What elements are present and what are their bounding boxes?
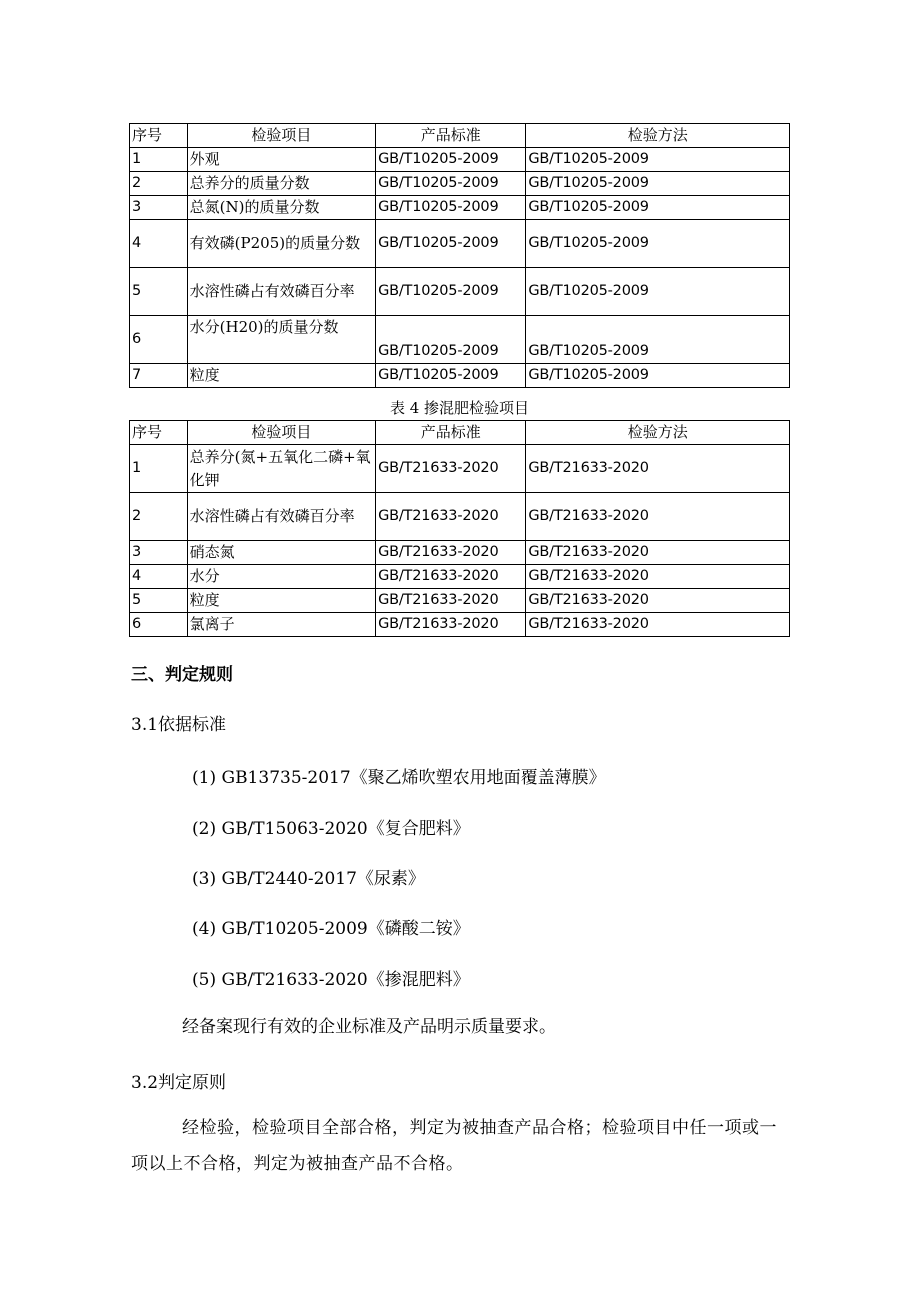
row-number: 4 [130, 220, 188, 268]
row-item: 外观 [187, 148, 375, 172]
table-row [130, 613, 790, 637]
reference-standard: (5) GB/T21633-2020《掺混肥料》 [192, 970, 470, 990]
header-cell: 检验项目 [187, 421, 375, 445]
reference-standard: (1) GB13735-2017《聚乙烯吹塑农用地面覆盖薄膜》 [192, 768, 606, 788]
header-cell: 序号 [130, 421, 188, 445]
section-heading: 三、判定规则 [131, 665, 233, 685]
table-row [130, 148, 790, 172]
header-cell: 检验方法 [526, 421, 790, 445]
table-header-row [130, 421, 790, 445]
row-method: GB/T10205-2009 [526, 268, 790, 316]
row-number: 4 [130, 565, 188, 589]
reference-standard: (3) GB/T2440-2017《尿素》 [192, 869, 425, 889]
row-method: GB/T10205-2009 [526, 316, 790, 364]
row-standard: GB/T10205-2009 [376, 148, 526, 172]
row-standard: GB/T21633-2020 [376, 541, 526, 565]
table-row [130, 565, 790, 589]
table-row [130, 364, 790, 388]
table-row [130, 316, 790, 364]
inspection-table-2 [129, 420, 790, 637]
row-standard: GB/T21633-2020 [376, 493, 526, 541]
table-header-row [130, 124, 790, 148]
row-method: GB/T10205-2009 [526, 220, 790, 268]
table-row [130, 220, 790, 268]
header-cell: 产品标准 [376, 124, 526, 148]
row-method: GB/T10205-2009 [526, 172, 790, 196]
subsection-heading-principle: 3.2判定原则 [131, 1073, 227, 1093]
row-item: 水溶性磷占有效磷百分率 [187, 493, 375, 541]
row-item: 粒度 [187, 589, 375, 613]
row-number: 2 [130, 493, 188, 541]
row-method: GB/T21633-2020 [526, 589, 790, 613]
row-method: GB/T21633-2020 [526, 613, 790, 637]
row-standard: GB/T10205-2009 [376, 268, 526, 316]
row-method: GB/T21633-2020 [526, 445, 790, 493]
row-number: 6 [130, 613, 188, 637]
row-item: 硝态氮 [187, 541, 375, 565]
row-method: GB/T21633-2020 [526, 541, 790, 565]
row-method: GB/T21633-2020 [526, 565, 790, 589]
row-item: 氯离子 [187, 613, 375, 637]
table-row [130, 196, 790, 220]
table-caption: 表 4 掺混肥检验项目 [389, 399, 530, 417]
row-standard: GB/T21633-2020 [376, 445, 526, 493]
table-row [130, 541, 790, 565]
row-number: 2 [130, 172, 188, 196]
row-item: 总养分(氮+五氧化二磷+氧化钾 [187, 445, 375, 493]
row-standard: GB/T10205-2009 [376, 196, 526, 220]
row-standard: GB/T10205-2009 [376, 364, 526, 388]
principle-paragraph: 经检验，检验项目全部合格，判定为被抽查产品合格；检验项目中任一项或一项以上不合格，判定为被抽查产品不合格。 [131, 1118, 777, 1174]
row-method: GB/T10205-2009 [526, 196, 790, 220]
row-number: 1 [130, 148, 188, 172]
reference-standard: (4) GB/T10205-2009《磷酸二铵》 [192, 919, 470, 939]
reference-standard: (2) GB/T15063-2020《复合肥料》 [192, 819, 470, 839]
row-number: 5 [130, 589, 188, 613]
row-standard: GB/T10205-2009 [376, 172, 526, 196]
row-method: GB/T21633-2020 [526, 493, 790, 541]
table-row [130, 268, 790, 316]
header-cell: 检验方法 [526, 124, 790, 148]
row-standard: GB/T21633-2020 [376, 565, 526, 589]
header-cell: 产品标准 [376, 421, 526, 445]
row-item: 水分 [187, 565, 375, 589]
row-method: GB/T10205-2009 [526, 148, 790, 172]
note-paragraph: 经备案现行有效的企业标准及产品明示质量要求。 [182, 1017, 556, 1037]
row-standard: GB/T10205-2009 [376, 316, 526, 364]
row-item: 有效磷(P205)的质量分数 [187, 220, 375, 268]
table-row [130, 493, 790, 541]
row-standard: GB/T10205-2009 [376, 220, 526, 268]
row-number: 1 [130, 445, 188, 493]
table-row [130, 589, 790, 613]
row-number: 6 [130, 316, 188, 364]
row-item: 水溶性磷占有效磷百分率 [187, 268, 375, 316]
row-standard: GB/T21633-2020 [376, 613, 526, 637]
row-item: 水分(H20)的质量分数 [187, 316, 375, 364]
row-number: 5 [130, 268, 188, 316]
row-number: 3 [130, 541, 188, 565]
header-cell: 序号 [130, 124, 188, 148]
row-number: 7 [130, 364, 188, 388]
row-item: 粒度 [187, 364, 375, 388]
row-number: 3 [130, 196, 188, 220]
table-row [130, 445, 790, 493]
row-method: GB/T10205-2009 [526, 364, 790, 388]
header-cell: 检验项目 [187, 124, 375, 148]
inspection-table-1 [129, 123, 790, 388]
row-item: 总氮(N)的质量分数 [187, 196, 375, 220]
table-row [130, 172, 790, 196]
subsection-heading-basis: 3.1依据标准 [131, 715, 227, 735]
row-item: 总养分的质量分数 [187, 172, 375, 196]
row-standard: GB/T21633-2020 [376, 589, 526, 613]
